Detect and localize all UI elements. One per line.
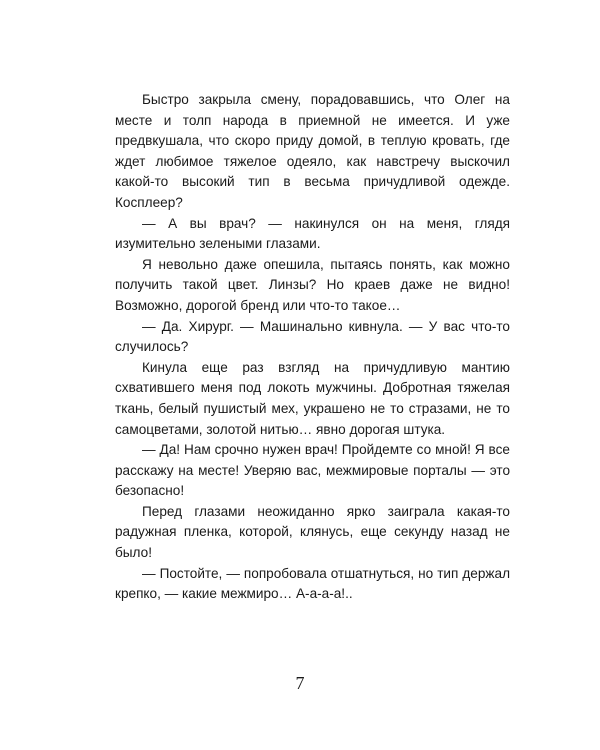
paragraph-8: — Постойте, — попробовала отшатнуться, но тип держал крепко, — какие межмиро… А-а-а-а!..: [115, 565, 510, 602]
paragraph-1: Быстро закрыла смену, порадовавшись, что Олег на месте и толп народа в приемной не имеется. И уже предвкушала, что скоро приду домой, в теплую кровать, где ждет любимое тяжелое одеяло, как навстречу выскочил какой-то высокий тип в весьма причудливой одежде. Косплеер?: [115, 92, 510, 210]
page-number: 7: [295, 673, 305, 693]
paragraph-5: Кинула еще раз взгляд на причудливую мантию схватившего меня под локоть мужчины. Добротная тяжелая ткань, белый пушистый мех, украшено не то стразами, не то самоцветами, золотой нитью… явно дорогая штука.: [115, 359, 510, 437]
paragraph-7: Перед глазами неожиданно ярко заиграла какая-то радужная пленка, которой, клянусь, еще секунду назад не было!: [115, 503, 510, 561]
paragraph-6: — Да! Нам срочно нужен врач! Пройдемте со мной! Я все расскажу на месте! Уверяю вас, межмировые порталы — это безопасно!: [115, 442, 510, 499]
paragraph-2: — А вы врач? — накинулся он на меня, глядя изумительно зелеными глазами.: [115, 215, 510, 252]
body-text: [115, 90, 510, 605]
paragraph-3: Я невольно даже опешила, пытаясь понять, как можно получить такой цвет. Линзы? Но краев даже не видно! Возможно, дорогой бренд или что-то такое…: [115, 256, 510, 313]
paragraph-4: — Да. Хирург. — Машинально кивнула. — У вас что-то случилось?: [115, 318, 510, 355]
